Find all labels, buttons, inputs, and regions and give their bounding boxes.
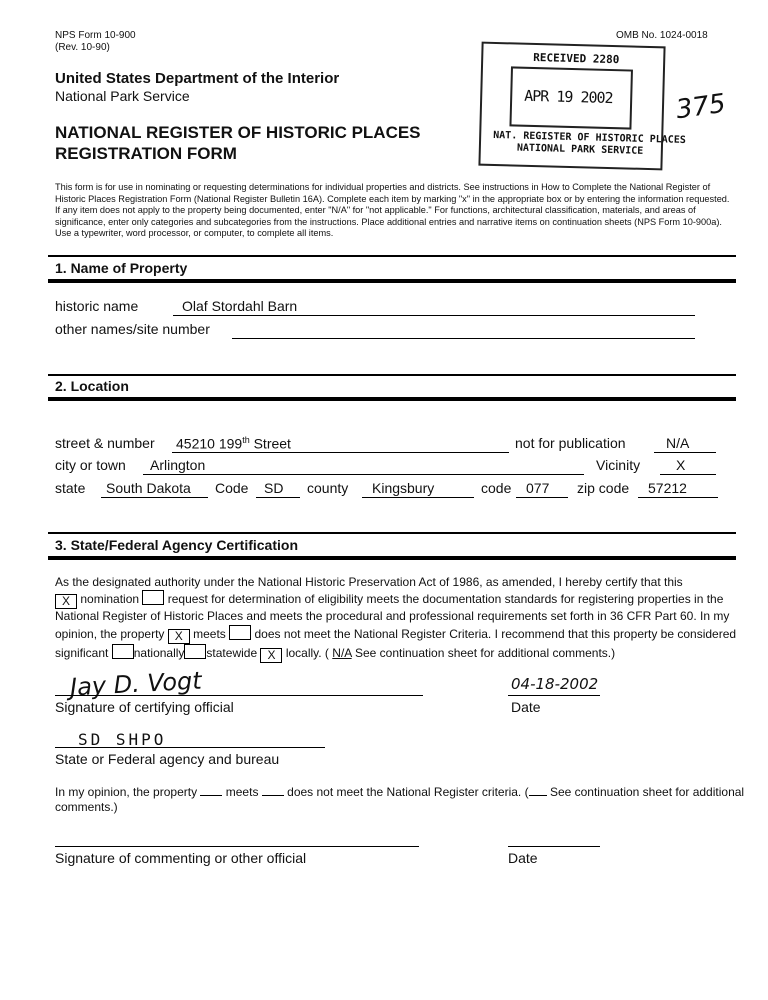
certification-text [55, 575, 745, 663]
stamp-date-box [509, 66, 633, 129]
stamp-received: RECEIVED 2280 [533, 50, 620, 67]
historic-name-label: historic name [55, 298, 139, 314]
nomination-checkbox[interactable]: X [55, 594, 77, 609]
zip-label: zip code [577, 480, 630, 496]
street-label: street & number [55, 435, 155, 451]
request-checkbox[interactable] [142, 590, 164, 605]
stamp-line2: NATIONAL PARK SERVICE [516, 142, 644, 157]
nomination-label: nomination [80, 592, 140, 607]
historic-name-line [173, 315, 695, 316]
meets-label: meets [193, 626, 226, 641]
locally-checkbox[interactable]: X [260, 648, 282, 663]
vicinity-value[interactable]: X [676, 457, 686, 473]
agency-name: National Park Service [55, 88, 190, 104]
street-suffix: th [242, 435, 250, 445]
other-names-line [232, 338, 695, 339]
nfp-line [654, 452, 716, 453]
street-line [172, 452, 509, 453]
comment-signature-label: Signature of commenting or other official [55, 850, 307, 866]
certifying-signature: Jay D. Vogt [69, 666, 203, 702]
locally-label: locally. ( [285, 645, 329, 660]
city-value[interactable]: Arlington [150, 457, 206, 473]
cert-intro: As the designated authority under the National Historic Preservation Act of 1986, as amended, I hereby certify that this [55, 575, 683, 589]
state-value[interactable]: South Dakota [106, 480, 191, 496]
state-code-line [256, 497, 300, 498]
city-line [143, 474, 584, 475]
continuation-value[interactable]: N/A [332, 645, 352, 660]
form-revision: (Rev. 10-90) [55, 42, 110, 53]
form-title-line2: REGISTRATION FORM [55, 144, 237, 163]
street-name: Street [249, 435, 291, 452]
county-line [362, 497, 474, 498]
not-for-publication-value[interactable]: N/A [666, 435, 690, 451]
signature-line [55, 695, 423, 696]
cert-recommend: does not meet the National Register Criteria. I recommend that this property be considered significant [55, 626, 737, 660]
county-value[interactable]: Kingsbury [372, 480, 435, 496]
state-code-label: Code [215, 480, 249, 496]
opinion-meets-blank[interactable] [200, 785, 222, 796]
street-value[interactable] [176, 435, 291, 452]
form-title-line1: NATIONAL REGISTER OF HISTORIC PLACES [55, 123, 421, 142]
nationally-checkbox[interactable] [112, 644, 134, 659]
stamp-date: APR 19 2002 [524, 86, 613, 108]
omb-number: OMB No. 1024-0018 [616, 30, 708, 41]
statewide-checkbox[interactable] [184, 644, 206, 659]
section-divider [48, 279, 736, 283]
state-code-value[interactable]: SD [264, 480, 284, 496]
statewide-label: statewide [206, 645, 258, 660]
certification-date: 04-18-2002 [511, 675, 599, 693]
comment-signature-line [55, 846, 419, 847]
instructions-text: This form is for use in nominating or requesting determinations for individual properties and districts. See instructions in How to Complete the National Register of Historic Places Registration Form (National Register Bulletin 16A). Complete each item by marking "x" in the appropriate box or by entering the information requested. If any item does not apply to the property being documented, enter "N/A" for "not applicable." For functions, architectural classification, materials, and areas of significance, enter only categories and subcategories from the instructions. Place additional entries and narrative items on continuation sheets (NPS Form 10-900a). Use a typewriter, word processor, or computer, to complete all items. [55, 182, 730, 239]
comment-date-label: Date [508, 850, 538, 866]
date-label: Date [511, 699, 541, 715]
vicinity-label: Vicinity [596, 457, 641, 473]
opinion-text [55, 785, 745, 816]
nationally-label: nationally [133, 645, 185, 660]
opinion-not-meets-blank[interactable] [262, 785, 284, 796]
county-code-value[interactable]: 077 [526, 480, 550, 496]
opinion-continuation-blank[interactable] [529, 785, 547, 796]
county-code-line [516, 497, 568, 498]
opinion-intro: In my opinion, the property [55, 785, 198, 799]
agency-line [55, 747, 325, 748]
section3-title: 3. State/Federal Agency Certification [55, 537, 298, 553]
form-number: NPS Form 10-900 [55, 30, 136, 41]
state-line [101, 497, 208, 498]
not-for-publication-label: not for publication [515, 435, 626, 451]
signature-label: Signature of certifying official [55, 699, 234, 715]
agency-label: State or Federal agency and bureau [55, 751, 280, 767]
received-stamp [478, 42, 686, 171]
county-code-label: code [481, 480, 512, 496]
zip-line [638, 497, 718, 498]
department-name: United States Department of the Interior [55, 70, 340, 87]
comment-date-line [508, 846, 600, 847]
agency-handwritten: SD SHPO [78, 730, 167, 749]
cert-continuation: See continuation sheet for additional comments.) [354, 645, 616, 660]
other-names-label: other names/site number [55, 321, 210, 337]
handwritten-number: 375 [674, 88, 728, 126]
opinion-criteria: does not meet the National Register criteria. ( [287, 785, 529, 799]
historic-name-value[interactable]: Olaf Stordahl Barn [182, 298, 298, 314]
state-label: state [55, 480, 86, 496]
zip-value[interactable]: 57212 [648, 480, 687, 496]
vicinity-line [660, 474, 716, 475]
section1-title: 1. Name of Property [55, 260, 188, 276]
section-divider [48, 374, 736, 376]
cert-body: request for determination of eligibility meets the documentation standards for registering properties in the National Register of Historic Places and meets the procedural and professional requirements set forth in 36 CFR Part 60. In my opinion, the property [55, 592, 730, 641]
city-label: city or town [55, 457, 126, 473]
county-label: county [307, 480, 349, 496]
section-divider [48, 532, 736, 534]
opinion-continuation: See continuation sheet for additional comments.) [55, 785, 745, 815]
stamp-line1: NAT. REGISTER OF HISTORIC PLACES [493, 129, 686, 146]
date-line [508, 695, 600, 696]
does-not-meet-checkbox[interactable] [229, 625, 251, 640]
opinion-meets: meets [225, 785, 259, 799]
meets-checkbox[interactable]: X [168, 629, 190, 644]
section-divider [48, 397, 736, 401]
section-divider [48, 255, 736, 257]
section2-title: 2. Location [55, 378, 129, 394]
street-number: 45210 199 [176, 435, 243, 452]
section-divider [48, 556, 736, 560]
